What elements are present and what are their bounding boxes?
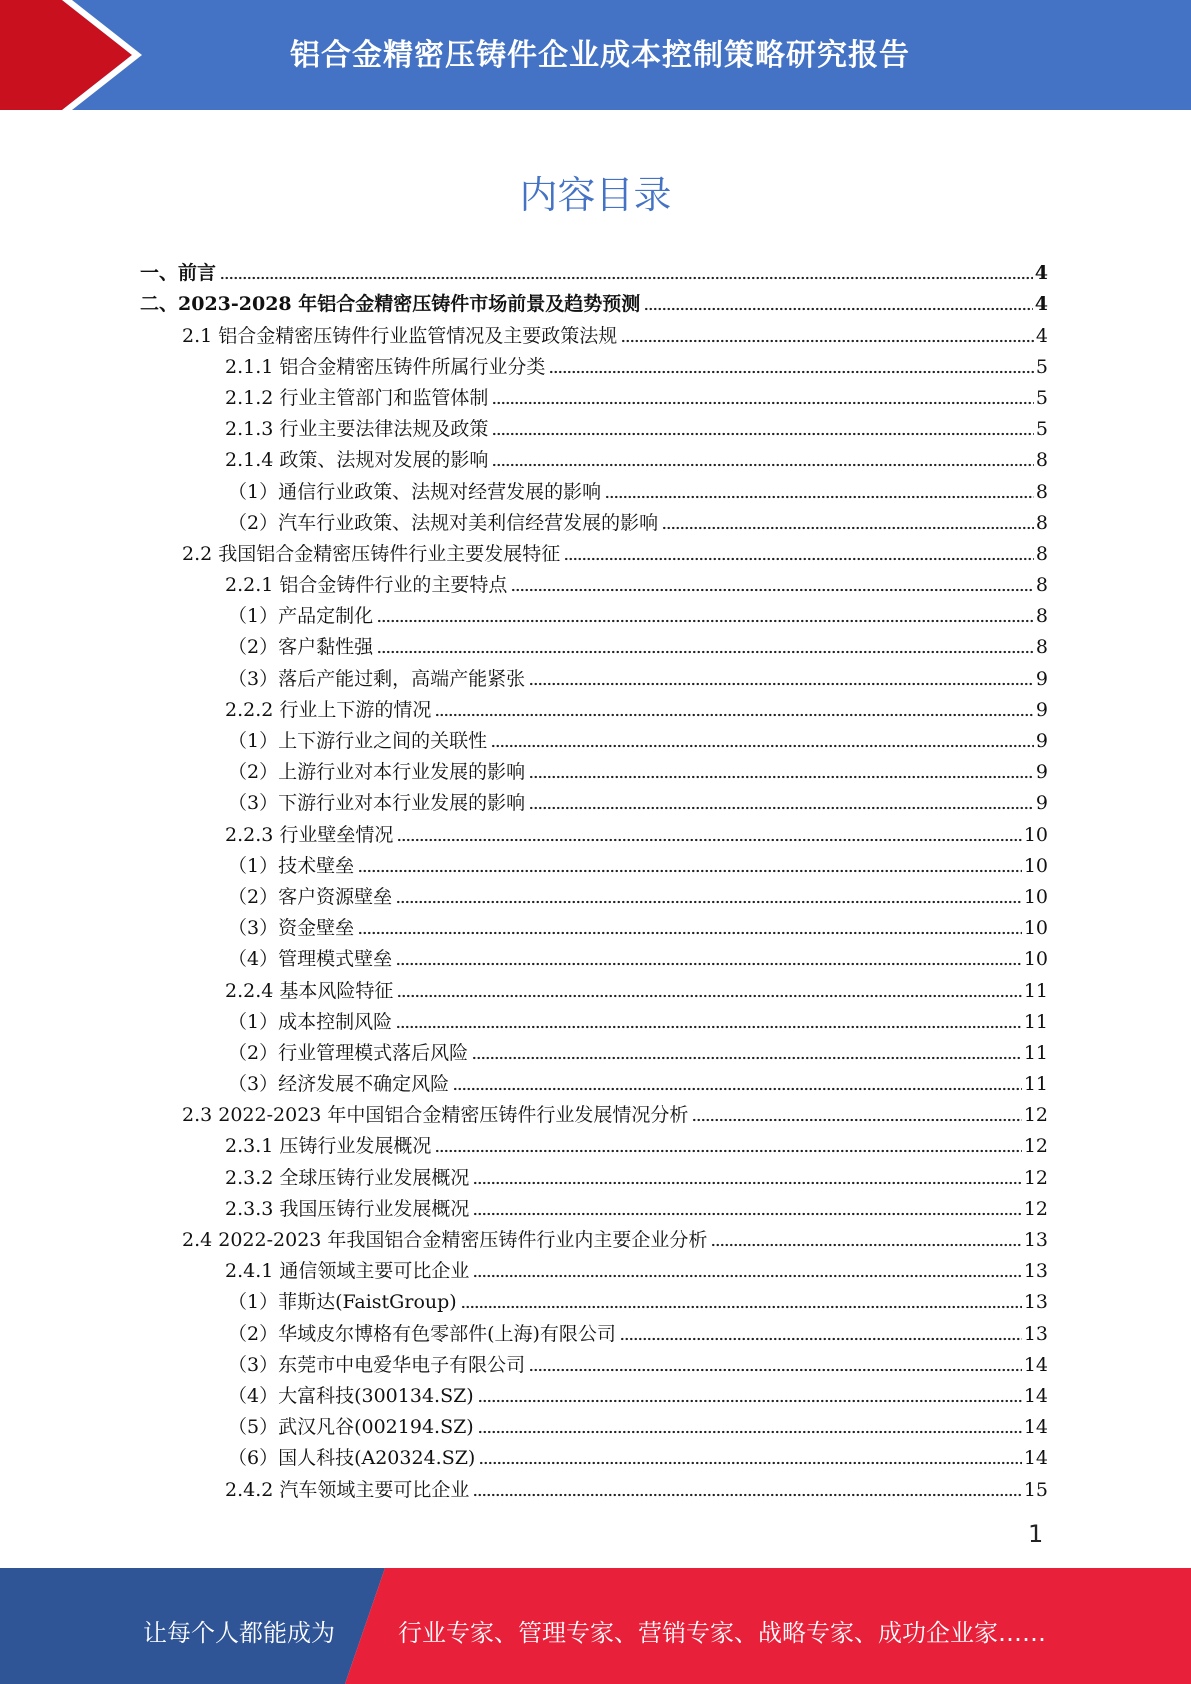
toc-entry-title: 2.4 2022-2023 年我国铝合金精密压铸件行业内主要企业分析: [182, 1229, 708, 1251]
toc-leader-dots: [435, 713, 1034, 717]
toc-entry-title: （1）菲斯达(FaistGroup): [228, 1291, 457, 1314]
toc-entry[interactable]: [140, 1065, 1048, 1096]
toc-leader-dots: [396, 962, 1022, 966]
toc-entry-page: 14: [1023, 1384, 1048, 1407]
toc-leader-dots: [358, 869, 1022, 873]
toc-entry[interactable]: [140, 1314, 1048, 1345]
toc-entry-page: 12: [1023, 1166, 1048, 1189]
toc-entry-title: （4）管理模式壁垒: [228, 948, 393, 971]
toc-leader-dots: [711, 1243, 1021, 1247]
toc-entry-title: （6）国人科技(A20324.SZ): [228, 1447, 476, 1470]
toc-entry-title: （4）大富科技(300134.SZ): [228, 1384, 474, 1407]
toc-entry[interactable]: [140, 878, 1048, 909]
toc-entry-title: （1）技术壁垒: [228, 854, 355, 877]
toc-entry-title: 2.2.3 行业壁垒情况: [225, 823, 394, 846]
toc-entry[interactable]: [140, 1127, 1048, 1158]
toc-entry-page: 8: [1035, 605, 1048, 628]
toc-entry-title: （3）东莞市中电爱华电子有限公司: [228, 1353, 526, 1376]
toc-entry-page: 12: [1023, 1197, 1048, 1220]
toc-leader-dots: [435, 1149, 1021, 1153]
toc-entry-page: 13: [1023, 1322, 1048, 1345]
toc-entry[interactable]: [140, 940, 1048, 971]
toc-entry-title: 2.4.2 汽车领域主要可比企业: [225, 1478, 470, 1501]
toc-entry-title: 2.1.1 铝合金精密压铸件所属行业分类: [225, 355, 546, 378]
toc-leader-dots: [473, 1181, 1021, 1185]
footer-slogan-left: 让每个人都能成为: [143, 1619, 335, 1647]
toc-entry[interactable]: [140, 254, 1048, 285]
toc-entry-title: （2）行业管理模式落后风险: [228, 1041, 469, 1064]
toc-entry[interactable]: [140, 971, 1048, 1002]
toc-entry-page: 13: [1023, 1291, 1048, 1314]
toc-entry-title: 2.2.4 基本风险特征: [225, 979, 394, 1002]
toc-leader-dots: [511, 588, 1034, 592]
toc-entry-page: 5: [1035, 386, 1048, 409]
toc-entry-title: （3）落后产能过剩，高端产能紧张: [228, 667, 526, 690]
toc-leader-dots: [397, 994, 1021, 998]
toc-entry[interactable]: [140, 285, 1048, 316]
toc-entry-title: 2.3.2 全球压铸行业发展概况: [225, 1166, 470, 1189]
toc-leader-dots: [479, 1461, 1021, 1465]
toc-entry-page: 11: [1023, 1073, 1048, 1096]
toc-entry-title: （2）上游行业对本行业发展的影响: [228, 761, 526, 784]
toc-entry-title: （3）经济发展不确定风险: [228, 1073, 450, 1096]
toc-entry-page: 10: [1023, 917, 1048, 940]
toc-entry[interactable]: [140, 815, 1048, 846]
toc-entry-title: （2）客户资源壁垒: [228, 885, 393, 908]
toc-entry-title: （3）资金壁垒: [228, 917, 355, 940]
toc-entry-page: 4: [1034, 293, 1048, 316]
toc-entry[interactable]: [140, 535, 1048, 566]
toc-entry-page: 4: [1035, 324, 1048, 347]
toc-entry-title: （1）通信行业政策、法规对经营发展的影响: [228, 480, 602, 503]
toc-title: 内容目录: [519, 173, 672, 217]
toc-entry[interactable]: [140, 1003, 1048, 1034]
page-number: 1: [1028, 1520, 1044, 1548]
page-header: [0, 0, 1191, 110]
toc-entry-title: （5）武汉凡谷(002194.SZ): [228, 1416, 474, 1439]
toc-entry[interactable]: [140, 1439, 1048, 1470]
toc-leader-dots: [692, 1118, 1021, 1122]
toc-leader-dots: [662, 526, 1034, 530]
toc-leader-dots: [358, 931, 1022, 935]
toc-entry[interactable]: [140, 316, 1048, 347]
toc-leader-dots: [492, 401, 1034, 405]
toc-leader-dots: [377, 619, 1034, 623]
toc-entry-title: （2）客户黏性强: [228, 636, 374, 659]
toc-entry-page: 9: [1035, 730, 1048, 752]
toc-leader-dots: [396, 1025, 1022, 1029]
toc-entry-title: 2.2 我国铝合金精密压铸件行业主要发展特征: [182, 542, 561, 565]
toc-entry[interactable]: [140, 472, 1048, 503]
toc-entry-title: （1）成本控制风险: [228, 1010, 393, 1033]
toc-leader-dots: [220, 276, 1033, 280]
toc-entry-page: 14: [1023, 1447, 1048, 1470]
toc-leader-dots: [478, 1430, 1022, 1434]
toc-leader-dots: [529, 806, 1034, 810]
toc-entry-title: 2.1 铝合金精密压铸件行业监管情况及主要政策法规: [182, 324, 618, 347]
toc-entry-page: 15: [1023, 1478, 1048, 1501]
toc-entry-title: 2.1.3 行业主要法律法规及政策: [225, 418, 489, 441]
toc-leader-dots: [472, 1056, 1022, 1060]
toc-entry[interactable]: [140, 1377, 1048, 1408]
toc-leader-dots: [491, 744, 1034, 748]
toc-leader-dots: [478, 1399, 1022, 1403]
toc-entry[interactable]: [140, 597, 1048, 628]
toc-entry[interactable]: [140, 1221, 1048, 1252]
toc-entry[interactable]: [140, 909, 1048, 940]
toc-entry[interactable]: [140, 659, 1048, 690]
toc-entry-title: 2.3.3 我国压铸行业发展概况: [225, 1197, 470, 1220]
toc-leader-dots: [461, 1305, 1022, 1309]
toc-entry-page: 12: [1023, 1135, 1048, 1158]
toc-leader-dots: [644, 307, 1033, 311]
toc-entry-title: （2）汽车行业政策、法规对美利信经营发展的影响: [228, 511, 659, 534]
toc-leader-dots: [396, 900, 1022, 904]
toc-entry-page: 8: [1035, 511, 1048, 534]
toc-entry-page: 5: [1035, 418, 1048, 441]
toc-entry[interactable]: [140, 784, 1048, 815]
toc-entry-page: 5: [1035, 355, 1048, 378]
toc-leader-dots: [549, 370, 1034, 374]
toc-entry-page: 8: [1035, 574, 1048, 597]
toc-leader-dots: [473, 1274, 1021, 1278]
toc-entry-page: 11: [1023, 1041, 1048, 1064]
toc-entry-page: 13: [1023, 1229, 1048, 1251]
toc-entry-page: 11: [1023, 979, 1048, 1002]
toc-entry-page: 8: [1035, 449, 1048, 472]
toc-entry[interactable]: [140, 1346, 1048, 1377]
toc-entry-page: 12: [1023, 1104, 1048, 1127]
toc-entry-page: 14: [1023, 1416, 1048, 1439]
toc-leader-dots: [453, 1087, 1022, 1091]
toc-entry[interactable]: [140, 1190, 1048, 1221]
toc-entry-page: 10: [1023, 948, 1048, 971]
toc-leader-dots: [529, 775, 1034, 779]
toc-entry-title: 2.4.1 通信领域主要可比企业: [225, 1260, 470, 1283]
toc-entry-page: 14: [1023, 1353, 1048, 1376]
toc-leader-dots: [529, 682, 1034, 686]
toc-entry-title: 一、前言: [140, 262, 217, 285]
toc-entry[interactable]: [140, 1034, 1048, 1065]
toc-entry[interactable]: [140, 1252, 1048, 1283]
toc-leader-dots: [492, 463, 1034, 467]
toc-entry-page: 9: [1035, 761, 1048, 784]
toc-entry-page: 4: [1034, 262, 1048, 285]
toc-entry-page: 10: [1023, 823, 1048, 846]
toc-entry[interactable]: [140, 722, 1048, 753]
toc-entry-page: 13: [1023, 1260, 1048, 1283]
toc-entry-title: （2）华域皮尔博格有色零部件(上海)有限公司: [228, 1322, 616, 1345]
header-title: 铝合金精密压铸件企业成本控制策略研究报告: [290, 38, 910, 73]
toc-entry[interactable]: [140, 504, 1048, 535]
toc-leader-dots: [529, 1368, 1022, 1372]
toc-leader-dots: [492, 432, 1034, 436]
page-footer: [0, 1568, 1191, 1684]
toc-entry-title: 二、2023-2028 年铝合金精密压铸件市场前景及趋势预测: [140, 293, 641, 316]
toc-entry-title: 2.2.1 铝合金铸件行业的主要特点: [225, 574, 508, 597]
toc-entry[interactable]: [140, 1408, 1048, 1439]
toc-entry-page: 9: [1035, 698, 1048, 721]
toc-entry-page: 8: [1035, 636, 1048, 659]
toc-entry[interactable]: [140, 753, 1048, 784]
toc-entry-page: 8: [1035, 480, 1048, 503]
toc-leader-dots: [564, 557, 1034, 561]
toc-entry[interactable]: [140, 410, 1048, 441]
toc-entry[interactable]: [140, 1283, 1048, 1314]
toc-leader-dots: [473, 1493, 1021, 1497]
toc-entry-page: 9: [1035, 792, 1048, 815]
toc-entry-title: 2.1.4 政策、法规对发展的影响: [225, 449, 489, 472]
toc-leader-dots: [620, 1337, 1022, 1341]
toc-entry[interactable]: [140, 691, 1048, 722]
toc-entry-page: 10: [1023, 885, 1048, 908]
toc-entry[interactable]: [140, 1470, 1048, 1501]
toc-entry[interactable]: [140, 1096, 1048, 1127]
toc-leader-dots: [397, 838, 1021, 842]
toc-entry-title: 2.3 2022-2023 年中国铝合金精密压铸件行业发展情况分析: [182, 1104, 689, 1127]
toc-entry-title: （1）上下游行业之间的关联性: [228, 730, 488, 752]
toc-leader-dots: [377, 650, 1034, 654]
toc-entry-title: 2.2.2 行业上下游的情况: [225, 698, 432, 721]
toc-entry[interactable]: [140, 348, 1048, 379]
toc-entry[interactable]: [140, 566, 1048, 597]
toc-entry-title: （3）下游行业对本行业发展的影响: [228, 792, 526, 815]
toc-entry[interactable]: [140, 628, 1048, 659]
toc-entry-page: 11: [1023, 1010, 1048, 1033]
footer-slogan-right: 行业专家、管理专家、营销专家、战略专家、成功企业家……: [398, 1619, 1046, 1647]
toc-entry[interactable]: [140, 847, 1048, 878]
toc-entry-page: 10: [1023, 854, 1048, 877]
toc-entry[interactable]: [140, 379, 1048, 410]
toc-entry[interactable]: [140, 1158, 1048, 1189]
table-of-contents: [140, 254, 1048, 1502]
toc-entry[interactable]: [140, 441, 1048, 472]
toc-leader-dots: [621, 339, 1034, 343]
toc-entry-title: （1）产品定制化: [228, 605, 374, 628]
toc-entry-title: 2.1.2 行业主管部门和监管体制: [225, 386, 489, 409]
toc-entry-page: 8: [1035, 542, 1048, 565]
toc-entry-page: 9: [1035, 667, 1048, 690]
toc-leader-dots: [473, 1212, 1021, 1216]
toc-leader-dots: [605, 495, 1034, 499]
toc-entry-title: 2.3.1 压铸行业发展概况: [225, 1135, 432, 1158]
